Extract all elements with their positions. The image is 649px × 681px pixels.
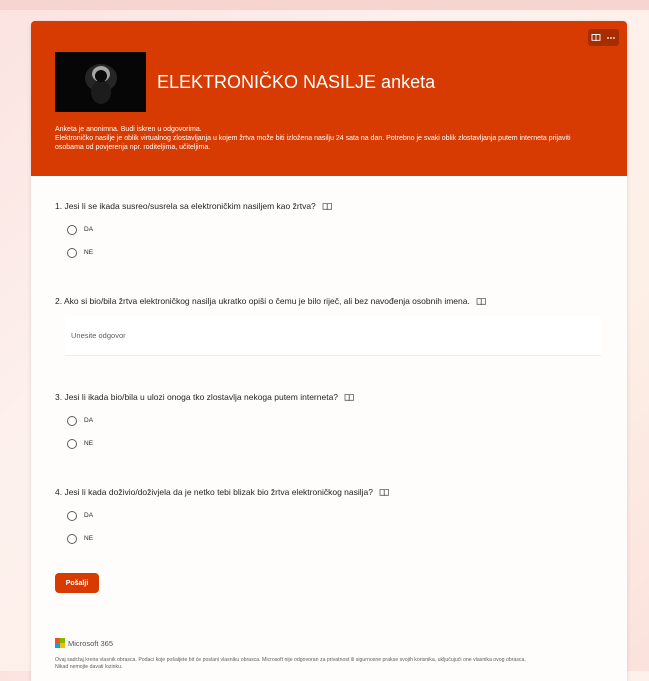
brand-name: Microsoft 365 [68,638,114,648]
question-1 [55,201,615,258]
option-label: NE [84,535,94,542]
form-description [55,125,615,152]
immersive-reader-icon[interactable] [322,202,333,211]
page-background [0,0,649,10]
question-title: 2. Ako si bio/bila žrtva elektroničkog nasilja ukratko opiši o čemu je bilo riječ, ali bez navođenja osobnih imena. [55,296,470,306]
question-2 [55,296,615,307]
option-da[interactable] [67,224,615,235]
question-title: 4. Jesi li kada doživio/doživjela da je netko tebi blizak bio žrtva elektroničkog nasilja? [55,487,373,497]
option-ne[interactable] [67,438,615,449]
description-line: Anketa je anonimna. Budi iskren u odgovorima. [55,126,202,133]
microsoft-365-logo [55,638,113,648]
immersive-reader-icon[interactable] [379,488,390,497]
form-title: ELEKTRONIČKO NASILJE anketa [157,72,436,92]
immersive-reader-icon[interactable] [476,297,487,306]
radio-button[interactable] [67,416,77,426]
description-line: Elektroničko nasilje je oblik virtualnog zlostavljanja u kojem žrtva može biti izložena nasilju 24 sata na dan. Potrebno je svaki oblik zlostavljanja putem interneta prijaviti [55,135,571,142]
option-ne[interactable] [67,533,615,544]
immersive-reader-icon[interactable] [344,393,355,402]
header-toolbar [588,29,619,46]
more-icon[interactable] [605,32,617,44]
immersive-reader-icon[interactable] [590,32,602,44]
question-3 [55,392,615,449]
option-da[interactable] [67,510,615,521]
footer-disclaimer [55,657,615,671]
radio-button[interactable] [67,534,77,544]
radio-button[interactable] [67,248,77,258]
radio-button[interactable] [67,225,77,235]
option-ne[interactable] [67,247,615,258]
question-4 [55,487,615,544]
option-label: NE [84,440,94,447]
answer-input[interactable] [65,316,601,356]
option-label: NE [84,249,94,256]
question-title: 3. Jesi li ikada bio/bila u ulozi onoga tko zlostavlja nekoga putem interneta? [55,392,339,402]
option-da[interactable] [67,415,615,426]
disclaimer-line: Ovaj sadržaj kreira vlasnik obrasca. Podaci koje pošaljete bit će poslani vlasniku obrasca. Microsoft nije odgovoran za privatnost ili sigurnosne prakse svojih korisnika, uključujući one vlasnika ovog obrasca. [55,657,526,663]
question-title: 1. Jesi li se ikada susreo/susrela sa elektroničkim nasiljem kao žrtva? [55,201,316,211]
disclaimer-line: Nikad nemojte davati lozinku. [55,664,123,670]
option-label: DA [84,226,94,233]
microsoft-logo-icon [55,638,65,648]
radio-button[interactable] [67,439,77,449]
description-line: osobama od povjerenja npr. roditeljima, učiteljima. [55,144,211,151]
option-label: DA [84,417,94,424]
option-label: DA [84,512,94,519]
form-header [31,21,627,176]
submit-button[interactable]: Pošalji [55,573,99,593]
header-image [55,52,146,112]
form-card [31,21,627,681]
radio-button[interactable] [67,511,77,521]
